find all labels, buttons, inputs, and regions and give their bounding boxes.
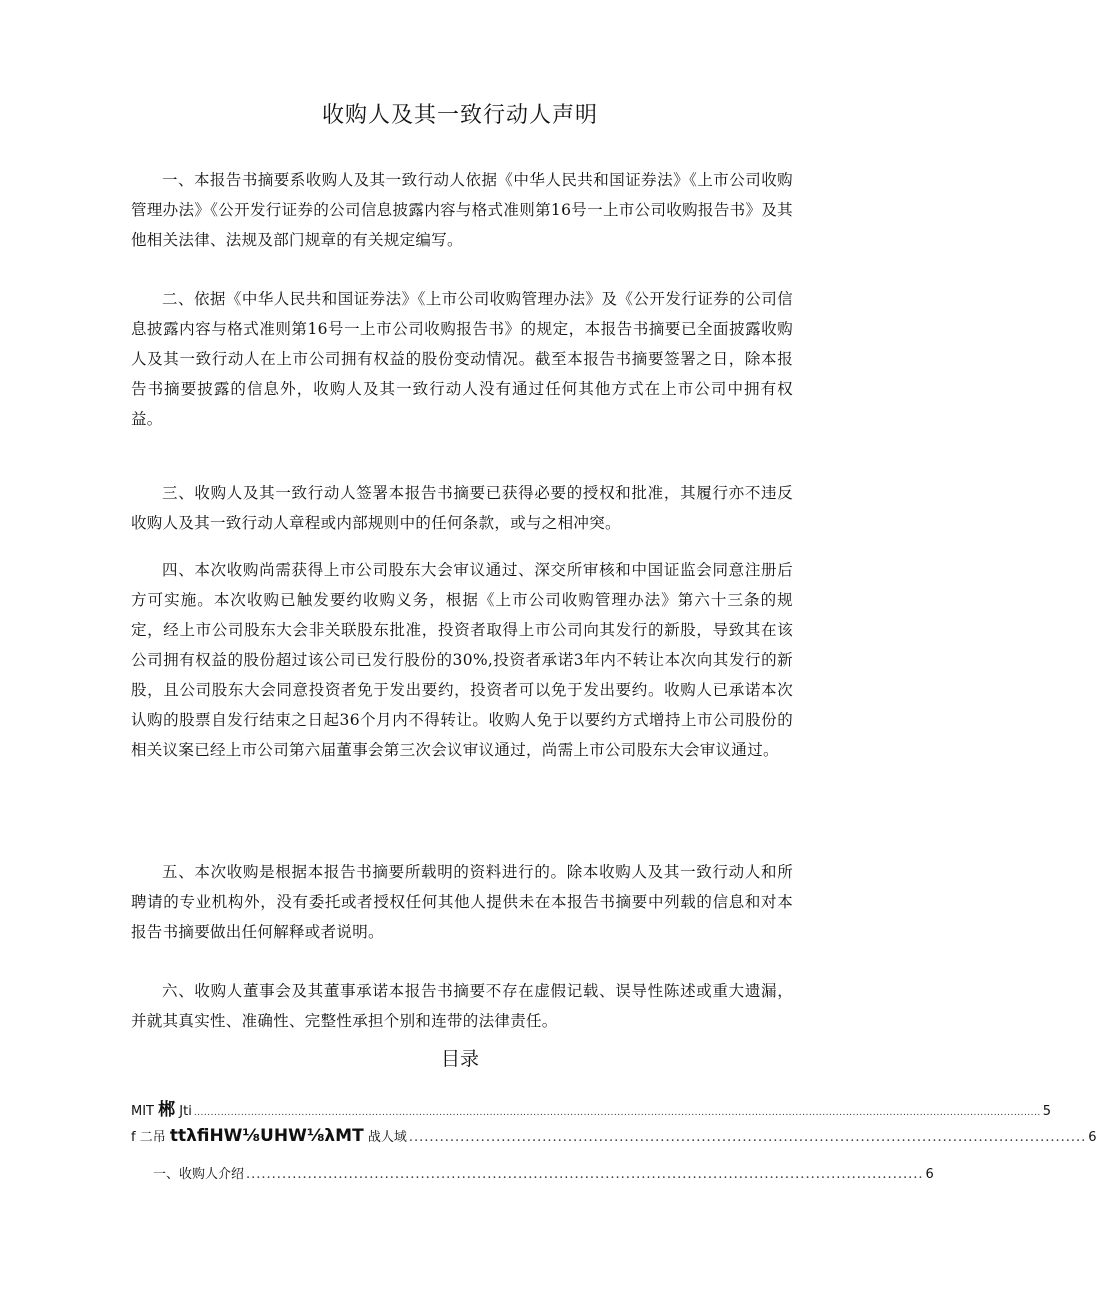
declaration-paragraph-6: 六、收购人董事会及其董事承诺本报告书摘要不存在虚假记载、误导性陈述或重大遗漏，并就其真实性、准确性、完整性承担个别和连带的法律责任。 — [131, 982, 793, 1030]
toc-entry[interactable] — [153, 1163, 934, 1182]
toc-leader-dots: .................................................................................................................................... — [408, 1130, 1087, 1145]
toc-leader-dots: ............................................................................................................................................................................................................................................................ — [193, 1108, 1041, 1118]
toc-page-number: 5 — [1042, 1104, 1052, 1119]
toc-entry[interactable] — [131, 1126, 1097, 1146]
toc-entry[interactable] — [131, 1095, 1052, 1120]
page-title: 收购人及其一致行动人声明 — [321, 103, 598, 128]
declaration-paragraph-2: 二、依据《中华人民共和国证券法》《上市公司收购管理办法》及《公开发行证券的公司信息披露内容与格式准则第16号一上市公司收购报告书》的规定，本报告书摘要已全面披露收购人及其一致行动人在上市公司拥有权益的股份变动情况。截至本报告书摘要签署之日，除本报告书摘要披露的信息外，收购人及其一致行动人没有通过任何其他方式在上市公司中拥有权益。 — [131, 290, 793, 428]
toc-leader-dots: .................................................................................................................................... — [246, 1167, 924, 1182]
toc-heading: 目录 — [440, 1048, 479, 1070]
declaration-paragraph-1: 一、本报告书摘要系收购人及其一致行动人依据《中华人民共和国证券法》《上市公司收购管理办法》《公开发行证券的公司信息披露内容与格式准则第16号一上市公司收购报告书》及其他相关法律、法规及部门规章的有关规定编写。 — [131, 171, 793, 249]
toc-entry-label: MIT 郴 Jti — [131, 1100, 192, 1120]
toc-entry-label: f 二吊 ttλfiHW⅛UHW⅛λMT 战人域 — [131, 1126, 407, 1146]
declaration-paragraph-4: 四、本次收购尚需获得上市公司股东大会审议通过、深交所审核和中国证监会同意注册后方可实施。本次收购已触发要约收购义务，根据《上市公司收购管理办法》第六十三条的规定，经上市公司股东大会非关联股东批准，投资者取得上市公司向其发行的新股，导致其在该公司拥有权益的股份超过该公司已发行股份的30%,投资者承诺3年内不转让本次向其发行的新股，且公司股东大会同意投资者免于发出要约，投资者可以免于发出要约。收购人已承诺本次认购的股票自发行结束之日起36个月内不得转让。收购人免于以要约方式增持上市公司股份的相关议案已经上市公司第六届董事会第三次会议审议通过，尚需上市公司股东大会审议通过。 — [131, 561, 793, 759]
declaration-paragraph-3: 三、收购人及其一致行动人签署本报告书摘要已获得必要的授权和批准，其履行亦不违反收购人及其一致行动人章程或内部规则中的任何条款，或与之相冲突。 — [131, 484, 793, 532]
declaration-paragraph-5: 五、本次收购是根据本报告书摘要所载明的资料进行的。除本收购人及其一致行动人和所聘请的专业机构外，没有委托或者授权任何其他人提供未在本报告书摘要中列载的信息和对本报告书摘要做出任何解释或者说明。 — [131, 863, 793, 941]
toc-entry-label: 一、收购人介绍 — [153, 1167, 245, 1182]
toc-page-number: 6 — [1088, 1130, 1097, 1145]
toc-page-number: 6 — [925, 1167, 934, 1182]
